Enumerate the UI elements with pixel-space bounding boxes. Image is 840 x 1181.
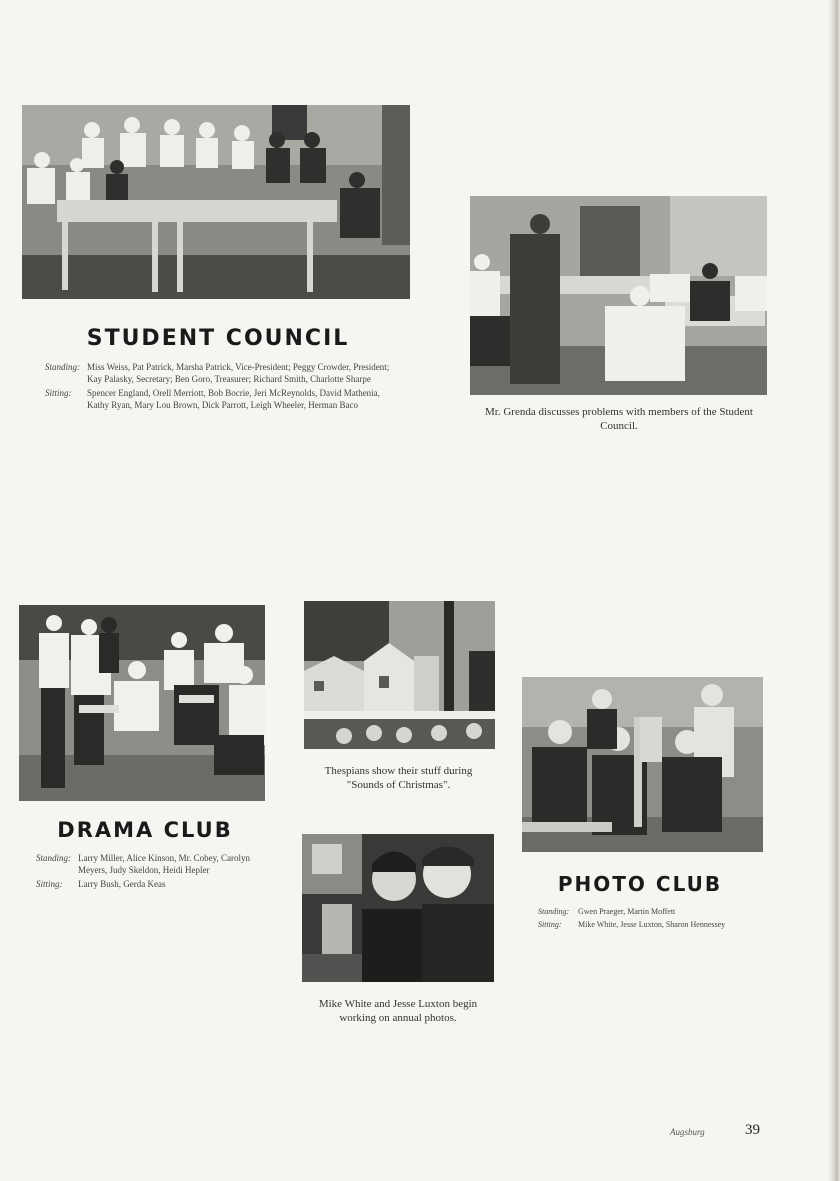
standing-names: Gwen Praeger, Martin Moffett bbox=[578, 907, 676, 916]
photo-club-sitting-row bbox=[538, 920, 748, 930]
page-number: 39 bbox=[745, 1122, 760, 1138]
drama-club-group-photo bbox=[19, 605, 265, 801]
thespians-caption: Thespians show their stuff during "Sounds of Christmas". bbox=[324, 765, 473, 791]
photo-work-caption: Mike White and Jesse Luxton begin working on annual photos. bbox=[318, 998, 478, 1024]
thespians-stage-photo bbox=[304, 601, 495, 749]
student-council-standing-row bbox=[45, 362, 395, 385]
student-council-sitting-row bbox=[45, 388, 395, 411]
drama-club-names bbox=[36, 853, 264, 891]
sitting-label: Sitting: bbox=[45, 388, 72, 398]
sitting-label: Sitting: bbox=[36, 879, 63, 889]
mr-grenda-caption: Mr. Grenda discusses problems with members of the Student Council. bbox=[485, 406, 753, 432]
mr-grenda-meeting-photo bbox=[470, 196, 767, 395]
page-binding-edge bbox=[828, 0, 840, 1181]
standing-names: Miss Weiss, Pat Patrick, Marsha Patrick, Vice-President; Peggy Crowder, President; Kay Palasky, Secretary; Ben Goro, Treasurer; Richard Smith, Charlotte Sharpe bbox=[87, 362, 390, 384]
student-council-heading: STUDENT COUNCIL bbox=[86, 326, 350, 351]
sitting-label: Sitting: bbox=[538, 920, 562, 929]
standing-label: Standing: bbox=[45, 362, 80, 372]
sitting-names: Larry Bush, Gerda Keas bbox=[78, 879, 166, 889]
standing-label: Standing: bbox=[538, 907, 570, 916]
photo-club-group-photo bbox=[522, 677, 763, 852]
sitting-names: Mike White, Jesse Luxton, Sharon Hennessey bbox=[578, 920, 726, 929]
running-title: Augsburg bbox=[670, 1127, 705, 1137]
drama-club-standing-row bbox=[36, 853, 264, 876]
student-council-group-photo bbox=[22, 105, 410, 299]
standing-label: Standing: bbox=[36, 853, 71, 863]
photo-club-standing-row bbox=[538, 907, 748, 917]
drama-club-heading: DRAMA CLUB bbox=[57, 818, 233, 842]
sitting-names: Spencer England, Orell Merriott, Bob Bocrie, Jeri McReynolds, David Mathenia, Kathy Ryan, Mary Lou Brown, Dick Parrott, Leigh Wheeler, Herman Baco bbox=[87, 388, 380, 410]
photo-club-heading: PHOTO CLUB bbox=[557, 872, 723, 896]
student-council-names bbox=[45, 362, 395, 411]
drama-club-sitting-row bbox=[36, 879, 264, 891]
photo-club-names bbox=[538, 907, 748, 930]
standing-names: Larry Miller, Alice Kinson, Mr. Cobey, Carolyn Meyers, Judy Skeldon, Heidi Hepler bbox=[78, 853, 251, 875]
photo-work-closeup bbox=[302, 834, 494, 982]
